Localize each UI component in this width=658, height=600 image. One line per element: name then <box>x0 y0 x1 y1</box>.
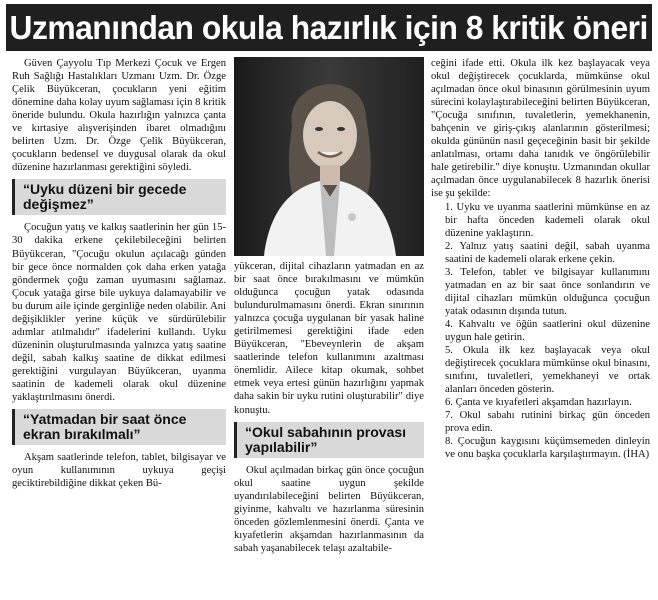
list-item: 4. Kahvaltı ve öğün saatlerini okul düzenine uygun hale getirin. <box>445 318 650 343</box>
list-item: 1. Uyku ve uyanma saatlerini mümkünse en az bir hafta önceden kademeli olarak okul düzenine yaklaştırın. <box>445 201 650 239</box>
column-left <box>12 57 226 490</box>
column-middle <box>234 260 424 555</box>
column-right <box>431 57 650 461</box>
portrait-photo <box>234 57 424 256</box>
list-item: 8. Çocuğun kaygısını küçümsemeden dinleyin ve onu başka çocuklarla karşılaştırmayın. (İHA) <box>445 436 650 461</box>
subheading-rehearsal: “Okul sabahının provası yapılabilir” <box>234 422 424 458</box>
list-item: 7. Okul sabahı rutinini birkaç gün önceden prova edin. <box>445 410 650 435</box>
list-item: 2. Yalnız yatış saatini değil, sabah uyanma saatini de kademeli olarak erkene çekin. <box>445 240 650 265</box>
recommendation-list <box>431 201 650 462</box>
subheading-sleep: “Uyku düzeni bir gecede değişmez” <box>12 179 226 215</box>
paragraph-screen-start: Akşam saatlerinde telefon, tablet, bilgisayar ve oyun kullanımının uykuya geçişi geciktirebildiğine dikkat çeken Bü- <box>12 452 226 490</box>
headline: Uzmanından okula hazırlık için 8 kritik öneri <box>6 4 652 51</box>
paragraph-rehearsal: Okul açılmadan birkaç gün önce çocuğun okul saatine uygun şekilde uyandırılabileceğini belirten Büyükceran, giyinme, kahvaltı ve hazırlanma süresinin önceden gözlemlenmesini önerdi. Çanta ve kıyafetlerin akşamdan hazırlanmasının da sabah yaşanabilecek telaşı azaltabile- <box>234 464 424 554</box>
intro-paragraph: Güven Çayyolu Tıp Merkezi Çocuk ve Ergen Ruh Sağlığı Hastalıkları Uzmanı Uzm. Dr. Özge Çelik Büyükceran, çocukların yeni eğitim dönemine daha kolay uyum sağlaması için 8 kritik öneride bulundu. Okula hazırlığın yalnızca çanta ve kırtasiye alışverişinden ibaret olmadığını belirten Uzm. Dr. Özge Çelik Büyükceran, çocukların bedensel ve duygusal olarak da okul düzenine hazırlanması gerektiğini söyledi. <box>12 58 226 174</box>
paragraph-sleep: Çocuğun yatış ve kalkış saatlerinin her gün 15-30 dakika erkene çekilebileceğini belirten Büyükceran, "Çocuğu okulun açılacağı günden bir gece önce normalden çok daha erken yatağa göndermek çoğu zaman uyumasını sağlamaz. Çocuk yatağa girse bile uykuya dalamayabilir ve bu durum aile içinde gerginliğe neden olabilir. Ani değişiklikler yerine küçük ve sürdürülebilir adımlar atılmalıdır" ifadelerini kullandı. Uyku düzeninin oluşturulmasında yalnızca yatış saatine değil, sabah kalkış saatine de dikkat edilmesi gerektiğini vurgulayan Büyükceran, uyanma saatinin de kademeli olarak okul düzenine yaklaştırılmasını önerdi. <box>12 222 226 404</box>
portrait-image <box>234 57 424 256</box>
paragraph-screen-cont: yükceran, dijital cihazların yatmadan en az bir saat önce bırakılmasını ve mümkün olduğunca çocuğun yatak odasında bulundurulmamasını önerdi. Ekran sınırının yalnızca çocuğa uygulanan bir yasak haline getirilmemesi gerektiğini ifade eden Büyükceran, "Ebeveynlerin de akşam saatlerinde telefon kullanımını azaltması önemlidir. Ailece kitap okumak, sohbet etmek veya ertesi günün hazırlığını yapmak daha sakin bir uyku rutini oluşturabilir" diye konuştu. <box>234 261 424 416</box>
paragraph-school-visit: ceğini ifade etti. Okula ilk kez başlayacak veya okul değiştirecek çocuklarda, mümkünse okul açılmadan önce okul binasının görülmesinin uyum sürecini kolaylaştırabileceğini belirten Büyükceran, "Çocuğa sınıfının, tuvaletlerin, yemekhanenin, bahçenin ve giriş-çıkış alanlarının gösterilmesi; okulda gününün nasıl geçeceğinin basit bir şekilde anlatılması, ortamı daha tanıdık ve öngörülebilir hale getirebilir." diye konuştu. Uzmanından okullar açılmadan önce uygulanabilecek 8 hazırlık önerisi ise şu şekilde: <box>431 58 650 200</box>
list-item: 6. Çanta ve kıyafetleri akşamdan hazırlayın. <box>445 397 632 409</box>
list-item: 5. Okula ilk kez başlayacak veya okul değiştirecek çocuklara mümkünse okul binasını, sınıfını, tuvaletleri, yemekhaneyi ve ortak alanları önceden gösterin. <box>445 345 650 396</box>
list-item: 3. Telefon, tablet ve bilgisayar kullanımını yatmadan en az bir saat önce sonlandırın ve dijital cihazları mümkün olduğunca çocuğun yatak odasının dışında tutun. <box>445 266 650 317</box>
subheading-screen: “Yatmadan bir saat önce ekran bırakılmalı” <box>12 409 226 445</box>
